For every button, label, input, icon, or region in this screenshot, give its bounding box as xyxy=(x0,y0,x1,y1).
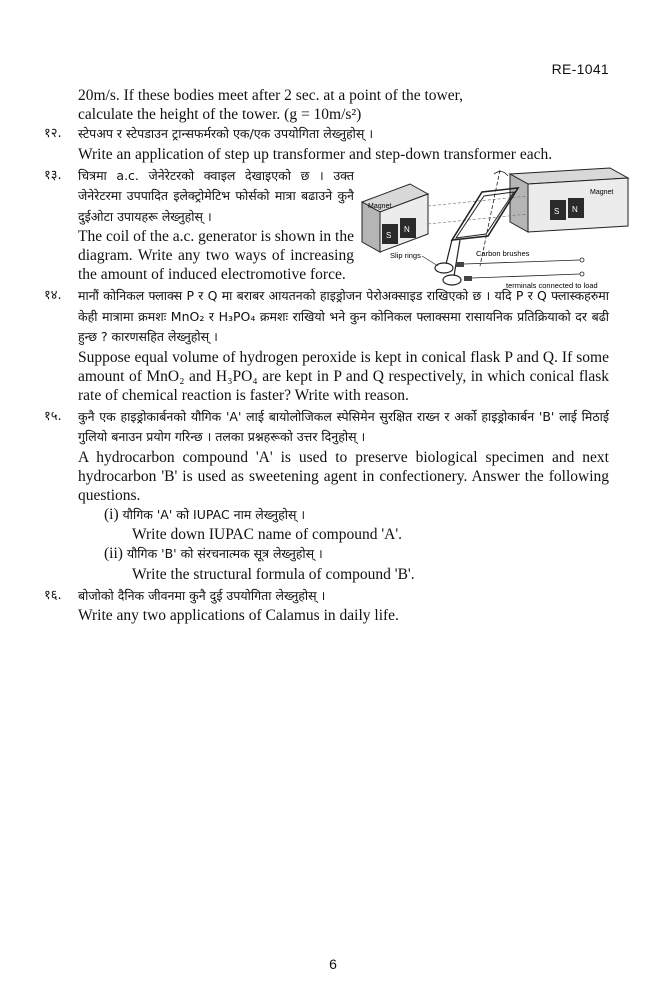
right-s-label: S xyxy=(554,206,560,216)
carbon-brush-2 xyxy=(464,276,472,281)
part-label: (i) xyxy=(104,505,119,523)
part-nepali: यौगिक 'B' को संरचनात्मक सूत्र लेख्नुहोस् । xyxy=(126,546,323,561)
right-magnet-label: Magnet xyxy=(590,188,614,196)
left-s-label: S xyxy=(386,230,392,240)
terminal xyxy=(580,272,584,276)
q13-english: The coil of the a.c. generator is shown in the diagram. Write any two ways of increasing the amount of induced electromotive force. xyxy=(78,228,354,283)
slip-ring-2 xyxy=(443,275,461,285)
generator-figure xyxy=(360,166,632,306)
q12-nepali: स्टेपअप र स्टेपडाउन ट्रान्सफर्मरको एक/एक उपयोगिता लेख्नुहोस् । xyxy=(78,126,374,141)
part-english: Write down IUPAC name of compound 'A'. xyxy=(132,526,403,543)
terminals-label: terminals connected to load xyxy=(506,280,598,290)
q14-nepali: मानौं कोनिकल फ्लाक्स P र Q मा बराबर आयतनको हाइड्रोजन पेरोअक्साइड राखिएको छ । यदि P र Q फ्लास्कहरुमा केही मात्रामा क्रमशः MnO₂ र H₃PO₄ क्रमशः राखियो भने कुन कोनिकल फ्लाक्समा रासायनिक प्रतिक्रियाको दर बढी हुन्छ ? कारणसहित लेख्नुहोस् । xyxy=(78,288,609,344)
label-pointer xyxy=(422,256,438,266)
rotation-arrow xyxy=(494,171,508,176)
left-n-label: N xyxy=(404,224,410,234)
question-content xyxy=(44,86,614,625)
carbon-brushes-label: Carbon brushes xyxy=(476,248,530,258)
q16-nepali: बोजोको दैनिक जीवनमा कुनै दुई उपयोगिता लेख्नुहोस् । xyxy=(78,587,326,603)
q11-line2: calculate the height of the tower. (g = 10m/s²) xyxy=(78,106,362,123)
slip-ring-1 xyxy=(435,263,453,273)
right-n-label: N xyxy=(572,204,578,214)
slip-rings-label: Slip rings xyxy=(390,250,421,260)
part-english: Write the structural formula of compound 'B'. xyxy=(132,565,415,583)
q11-line1: 20m/s. If these bodies meet after 2 sec. at a point of the tower, xyxy=(78,87,464,104)
question-12 xyxy=(44,124,609,164)
paper-code: RE-1041 xyxy=(551,61,609,77)
q16-english: Write any two applications of Calamus in daily life. xyxy=(78,607,399,624)
right-magnet-side xyxy=(510,174,528,232)
question-number: १२. xyxy=(44,126,62,141)
q12-english: Write an application of step up transformer and step-down transformer each. xyxy=(78,145,553,163)
ac-generator-diagram xyxy=(354,166,614,290)
coil-lead xyxy=(446,240,452,264)
question-number: १६. xyxy=(44,587,62,603)
question-13 xyxy=(44,166,614,290)
coil-lead xyxy=(454,240,460,276)
q15-nepali: कुनै एक हाइड्रोकार्बनको यौगिक 'A' लाई बायोलोजिकल स्पेसिमेन सुरक्षित राख्न र अर्को हाइड्रोकार्बन 'B' लाई मिठाई गुलियो बनाउन प्रयोग गरिन्छ । तलका प्रश्नहरूको उत्तर दिनुहोस् । xyxy=(78,408,609,444)
q15-part-i xyxy=(104,505,609,526)
question-number: १५. xyxy=(44,408,62,424)
q15-part-ii xyxy=(104,544,609,565)
q15-english: A hydrocarbon compound 'A' is used to preserve biological specimen and next hydrocarbon 'B' is used as sweetening agent in confectionery. Answer the following questions. xyxy=(78,448,609,504)
terminal-wire xyxy=(472,274,580,278)
q14-english: Suppose equal volume of hydrogen peroxide is kept in conical flask P and Q. If some amount of MnO₂ and H₃PO₄ are kept in P and Q respectively, in which conical flask rate of chemical reaction is faster? Write with reason. xyxy=(78,348,609,404)
page-number: 6 xyxy=(329,956,337,972)
part-nepali: यौगिक 'A' को IUPAC नाम लेख्नुहोस् । xyxy=(122,506,306,522)
q11-continuation xyxy=(44,86,609,124)
question-15 xyxy=(44,407,609,584)
q13-nepali: चित्रमा a.c. जेनेरेटरको क्वाइल देखाइएको छ । उक्त जेनेरेटरमा उपपादित इलेक्ट्रोमेटिभ फोर्सको मात्रा बढाउने कुनै दुईओटा उपायहरू लेख्नुहोस् । xyxy=(78,167,354,224)
coil-inner xyxy=(456,192,514,238)
part-label: (ii) xyxy=(104,545,123,562)
question-number: १४. xyxy=(44,288,62,303)
question-number: १३. xyxy=(44,167,62,183)
question-16 xyxy=(44,586,609,626)
carbon-brush-1 xyxy=(456,262,464,267)
left-magnet-label: Magnet xyxy=(368,202,392,210)
terminal xyxy=(580,258,584,262)
